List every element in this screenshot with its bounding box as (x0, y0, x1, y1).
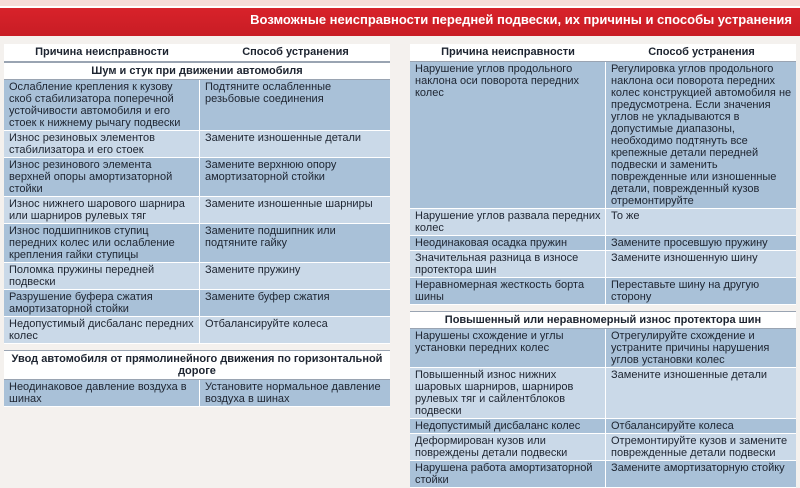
section-title-noise: Шум и стук при движении автомобиля (4, 62, 390, 80)
remedy-cell: Замените изношенную шину (605, 251, 796, 277)
cause-cell: Износ резиновых элементов стабилизатора и его стоек (9, 132, 155, 156)
table-row (4, 290, 390, 317)
remedy-cell: Отбалансируйте колеса (605, 419, 796, 433)
cause-cell: Повышенный износ нижних шаровых шарниров, шарниров рулевых тяг и сайлентблоков подвески (415, 369, 574, 417)
cause-cell: Недопустимый дисбаланс передних колес (9, 318, 194, 342)
table-row (4, 131, 390, 158)
cause-cell: Недопустимый дисбаланс колес (415, 420, 581, 432)
remedy-cell: Замените буфер сжатия (199, 290, 390, 316)
table-row (4, 263, 390, 290)
remedy-cell: Замените амортизаторную стойку (605, 461, 796, 487)
cause-cell: Износ подшипников ступиц передних колес или ослабление крепления гайки ступицы (9, 225, 175, 261)
cause-cell: Ослабление крепления к кузову скоб стабилизатора поперечной устойчивости автомобиля и его стоек к нижнему рычагу подвески (9, 81, 181, 129)
table-row (410, 329, 796, 368)
section-title-tire-wear: Повышенный или неравномерный износ протектора шин (410, 311, 796, 329)
remedy-cell: Переставьте шину на другую сторону (605, 278, 796, 304)
table-row (410, 62, 796, 209)
section-title-drift: Увод автомобиля от прямолинейного движения по горизонтальной дороге (4, 350, 390, 380)
remedy-cell: Регулировка углов продольного наклона оси поворота передних колес конструкцией автомобиля не предусмотрена. Если значения углов не укладываются в допустимые диапазоны, необходимо подтянуть все крепежные детали передней подвески и заменить поврежденные или изношенные детали, поврежденный кузов отремонтируйте (605, 62, 796, 208)
remedy-cell: Замените верхнюю опору амортизаторной стойки (199, 158, 390, 196)
remedy-cell: Отбалансируйте колеса (199, 317, 390, 343)
remedy-cell: Отрегулируйте схождение и устраните причины нарушения углов установки колес (605, 329, 796, 367)
header-cause: Причина неисправности (35, 46, 169, 58)
remedy-cell: Замените просевшую пружину (605, 236, 796, 250)
header-cause: Причина неисправности (441, 46, 575, 58)
table-row (4, 317, 390, 344)
right-table-header (410, 44, 796, 62)
table-row (4, 80, 390, 131)
cause-cell: Нарушена работа амортизаторной стойки (415, 462, 593, 486)
cause-cell: Нарушение углов развала передних колес (415, 210, 601, 234)
header-remedy: Способ устранения (605, 44, 796, 61)
remedy-cell: Замените изношенные шарниры (199, 197, 390, 223)
remedy-cell: Замените подшипник или подтяните гайку (199, 224, 390, 262)
table-row (4, 197, 390, 224)
left-table-header (4, 44, 390, 62)
cause-cell: Неодинаковая осадка пружин (415, 237, 568, 249)
cause-cell: Нарушение углов продольного наклона оси поворота передних колес (415, 63, 580, 99)
table-row (410, 368, 796, 419)
left-table (4, 44, 390, 405)
right-table (410, 44, 796, 486)
table-row (410, 236, 796, 251)
table-row (410, 434, 796, 461)
table-row (410, 419, 796, 434)
cause-cell: Нарушены схождение и углы установки передних колес (415, 330, 564, 354)
header-remedy: Способ устранения (199, 44, 390, 61)
table-row (4, 224, 390, 263)
remedy-cell: Отремонтируйте кузов и замените поврежденные детали подвески (605, 434, 796, 460)
remedy-cell: Подтяните ослабленные резьбовые соединения (199, 80, 390, 130)
remedy-cell: Замените пружину (199, 263, 390, 289)
table-row (410, 209, 796, 236)
remedy-cell: То же (605, 209, 796, 235)
cause-cell: Неодинаковое давление воздуха в шинах (9, 381, 187, 405)
remedy-cell: Установите нормальное давление воздуха в шинах (199, 380, 390, 406)
cause-cell: Разрушение буфера сжатия амортизаторной стойки (9, 291, 153, 315)
cause-cell: Деформирован кузов или повреждены детали подвески (415, 435, 568, 459)
table-row (4, 158, 390, 197)
table-row (410, 461, 796, 488)
cause-cell: Значительная разница в износе протектора шин (415, 252, 579, 276)
page-title: Возможные неисправности передней подвески, их причины и способы устранения (250, 12, 792, 27)
table-row (410, 278, 796, 305)
remedy-cell: Замените изношенные детали (605, 368, 796, 418)
table-row (410, 251, 796, 278)
table-row (4, 380, 390, 407)
cause-cell: Поломка пружины передней подвески (9, 264, 155, 288)
remedy-cell: Замените изношенные детали (199, 131, 390, 157)
cause-cell: Неравномерная жесткость борта шины (415, 279, 585, 303)
cause-cell: Износ нижнего шарового шарнира или шарниров рулевых тяг (9, 198, 185, 222)
cause-cell: Износ резинового элемента верхней опоры амортизаторной стойки (9, 159, 173, 195)
title-bar (0, 0, 800, 36)
